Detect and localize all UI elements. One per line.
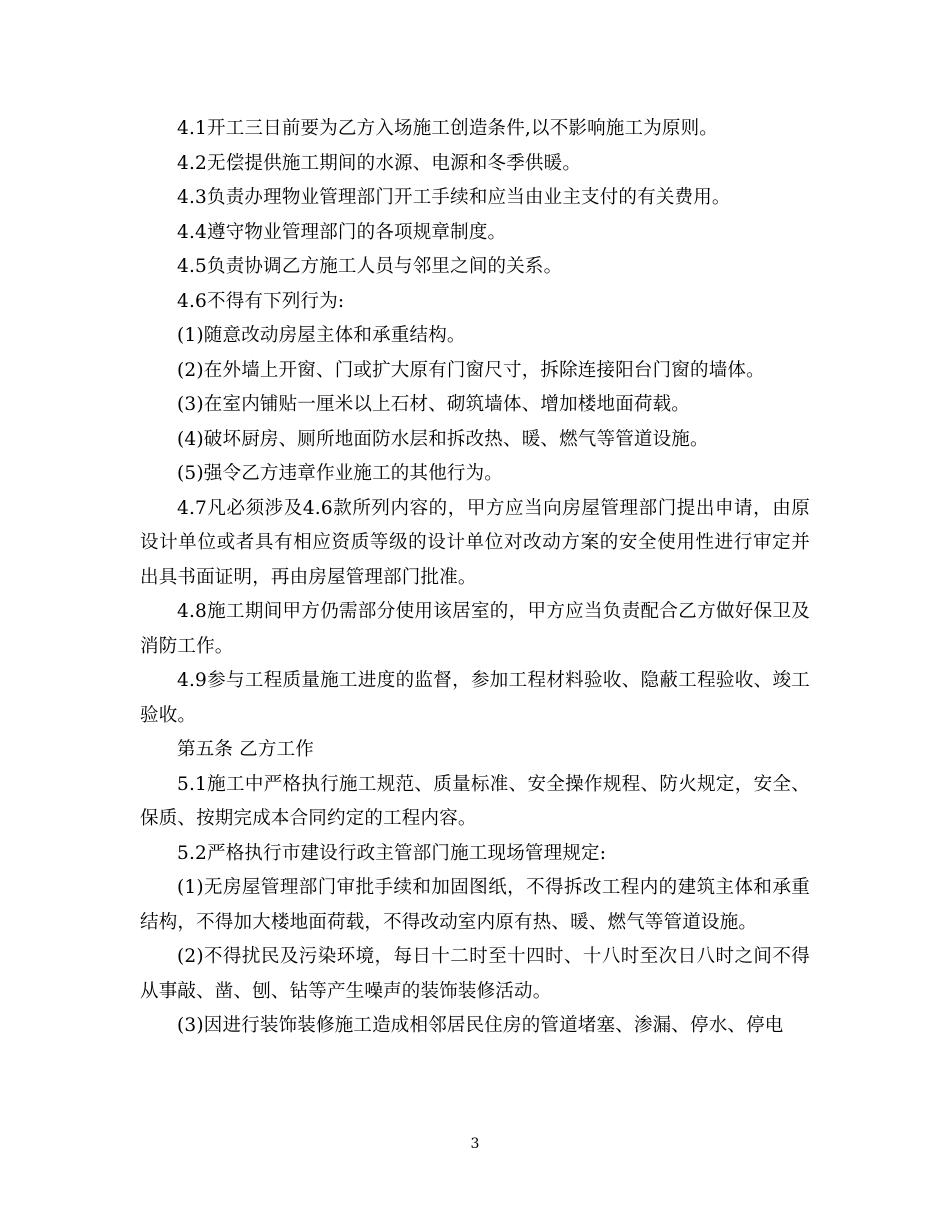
clause-4-7: 4.7凡必须涉及4.6款所列内容的，甲方应当向房屋管理部门提出申请，由原设计单位或者具有相应资质等级的设计单位对改动方案的安全使用性进行审定并出具书面证明，再由房屋管理部门批准。 [140, 497, 810, 588]
clause-4-6: 4.6不得有下列行为: [177, 290, 345, 312]
clause-4-6-item-1: (1)随意改动房屋主体和承重结构。 [177, 325, 466, 346]
clause-4-6-item-5: (5)强令乙方违章作业施工的其他行为。 [177, 463, 504, 484]
clause-5-1: 5.1施工中严格执行施工规范、质量标准、安全操作规程、防火规定，安全、保质、按期完成本合同约定的工程内容。 [140, 773, 810, 829]
article-5-heading: 第五条 乙方工作 [177, 739, 314, 760]
clause-4-2: 4.2无偿提供施工期间的水源、电源和冬季供暖。 [177, 152, 582, 174]
clause-5-2-item-1: (1)无房屋管理部门审批手续和加固图纸，不得拆改工程内的建筑主体和承重结构，不得加大楼地面荷载，不得改动室内原有热、暖、燃气等管道设施。 [140, 877, 810, 933]
clause-5-2: 5.2严格执行市建设行政主管部门施工现场管理规定: [177, 842, 607, 864]
clause-4-9: 4.9参与工程质量施工进度的监督，参加工程材料验收、隐蔽工程验收、竣工验收。 [140, 670, 810, 726]
clause-4-4: 4.4遵守物业管理部门的各项规章制度。 [177, 221, 507, 243]
document-body [140, 112, 810, 1044]
clause-4-5: 4.5负责协调乙方施工人员与邻里之间的关系。 [177, 256, 563, 277]
clause-4-6-item-2: (2)在外墙上开窗、门或扩大原有门窗尺寸，拆除连接阳台门窗的墙体。 [177, 359, 765, 381]
clause-4-1: 4.1开工三日前要为乙方入场施工创造条件,以不影响施工为原则。 [177, 118, 719, 139]
clause-4-8: 4.8施工期间甲方仍需部分使用该居室的，甲方应当负责配合乙方做好保卫及消防工作。 [140, 601, 810, 657]
clause-5-2-item-3: (3)因进行装饰装修施工造成相邻居民住房的管道堵塞、渗漏、停水、停电 [177, 1015, 784, 1036]
clause-5-2-item-2: (2)不得扰民及污染环境，每日十二时至十四时、十八时至次日八时之间不得从事敲、凿、刨、钻等产生噪声的装饰装修活动。 [140, 946, 810, 1002]
clause-4-6-item-3: (3)在室内铺贴一厘米以上石材、砌筑墙体、增加楼地面荷载。 [177, 394, 691, 415]
clause-4-6-item-4: (4)破坏厨房、厕所地面防水层和拆改热、暖、燃气等管道设施。 [177, 428, 709, 450]
clause-4-3: 4.3负责办理物业管理部门开工手续和应当由业主支付的有关费用。 [177, 187, 731, 208]
page-number: 3 [470, 1136, 480, 1152]
